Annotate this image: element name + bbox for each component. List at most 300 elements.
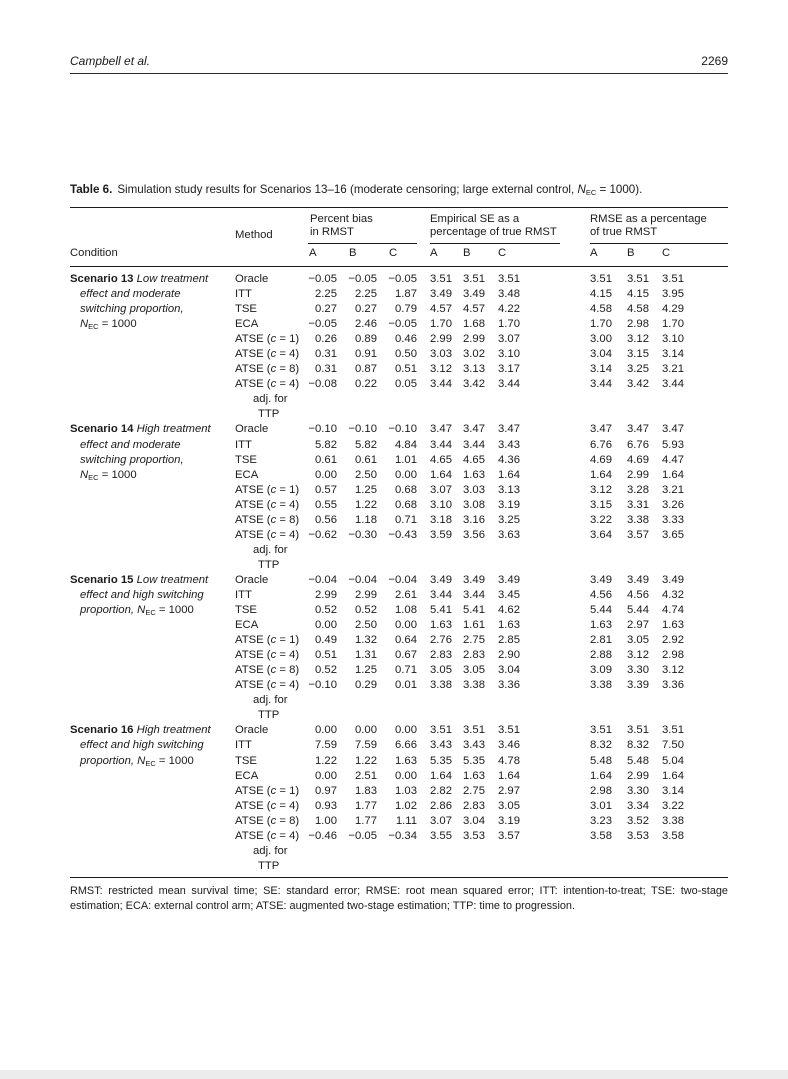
pb-value: −0.05 [348,273,377,285]
text-segment: proportion, [80,754,138,767]
se-value: 3.57 [498,829,520,842]
pb-value: −0.10 [388,423,417,436]
se-value: 1.70 [430,318,452,331]
text-segment: = 1000 [98,318,137,331]
rmse-value: 3.57 [627,528,649,541]
se-value: 3.10 [498,348,520,361]
method-cell [235,513,300,528]
se-value: 3.56 [463,528,485,541]
pb-value: 1.77 [355,814,377,827]
condition-line [80,738,235,753]
rmse-value: 4.29 [662,303,684,316]
method-cell [235,603,297,618]
pb-value: 2.99 [315,588,337,601]
text-segment: c [270,634,277,647]
se-value: 3.47 [463,423,485,436]
pb-value: 0.00 [315,468,337,481]
group-title-line: percentage of true RMST [430,226,557,239]
table-title-text: Simulation study results for Scenarios 13–16 (moderate censoring; large external control, [117,183,578,196]
condition-line [70,573,235,588]
method-cell [235,588,297,603]
pb-value: 2.99 [355,588,377,601]
se-value: 3.08 [463,498,485,511]
group-title-line: Empirical SE as a [430,213,520,225]
pb-value: 0.79 [395,303,417,316]
se-value: 3.04 [463,814,485,827]
rmse-value: 5.44 [627,604,649,617]
rmse-value: 3.33 [662,513,684,526]
method-continuation-line: TTP [258,859,280,872]
pb-value: 0.00 [395,724,417,737]
rmse-value: 3.12 [662,664,684,677]
rmse-value: 4.74 [662,604,684,617]
rmse-value: 3.36 [662,679,684,692]
se-value: 3.44 [430,438,452,451]
pb-value: 0.68 [395,498,417,511]
text-segment: = 1) [276,634,300,647]
pb-value: −0.04 [308,573,337,586]
se-value: 3.44 [463,588,485,601]
table-title-tail: = 1000). [596,183,643,196]
pb-value: −0.05 [388,273,417,285]
method-cell [235,663,300,678]
text-segment: ATSE ( [235,814,271,827]
rmse-value: 4.15 [627,288,649,301]
se-value: 2.83 [463,799,485,812]
pb-value: 0.64 [395,634,417,647]
method-continuation-line: adj. for [253,393,288,406]
text-segment: c [270,799,277,812]
text-segment: = 4) [276,829,300,842]
condition-cell [70,422,235,572]
pb-value: 0.50 [395,348,417,361]
se-value: 3.13 [498,483,520,496]
se-value: 4.65 [430,453,452,466]
pb-value: 1.01 [395,453,417,466]
se-value: 5.35 [430,754,452,767]
se-value: 3.18 [430,513,452,526]
rmse-value: 3.51 [627,273,649,285]
table-title [70,183,728,197]
condition-line [80,302,235,317]
col-header-a: A [430,246,438,259]
se-value: 1.61 [463,619,485,632]
rmse-value: 5.44 [590,604,612,617]
se-value: 2.99 [463,333,485,346]
group-title-line: Percent bias [310,213,373,225]
rmse-value: 3.34 [627,799,649,812]
col-header-c: C [498,246,507,259]
pb-value: 0.27 [315,303,337,316]
method-cell [235,738,297,753]
method-cell [235,618,297,633]
pb-value: 0.61 [315,453,337,466]
column-group-rmse [590,208,728,244]
pb-value: 5.82 [355,438,377,451]
rmse-value: 3.53 [627,829,649,842]
rmse-value: 3.47 [662,423,684,436]
pb-value: 0.71 [395,513,417,526]
pb-value: −0.05 [348,829,377,842]
method-cell [235,723,297,738]
pb-value: 2.51 [355,769,377,782]
se-value: 1.64 [430,468,452,481]
se-value: 3.25 [498,513,520,526]
pb-value: 2.46 [355,318,377,331]
se-value: 3.63 [498,528,520,541]
rmse-value: 1.64 [662,468,684,481]
text-segment: Oracle [235,573,269,586]
rmse-value: 3.58 [662,829,684,842]
pb-value: 0.51 [395,363,417,376]
text-segment: ATSE ( [235,528,271,541]
pb-value: −0.05 [308,273,337,285]
pb-value: 0.67 [395,649,417,662]
pb-value: 0.91 [355,348,377,361]
se-value: 5.41 [430,604,452,617]
rmse-value: 1.63 [662,619,684,632]
subscript-text: EC [145,758,156,768]
rmse-value: 3.38 [662,814,684,827]
se-value: 3.36 [498,679,520,692]
se-value: 1.64 [498,769,520,782]
pb-value: 0.31 [315,348,337,361]
se-value: 3.10 [430,498,452,511]
method-cell [235,483,300,498]
se-value: 3.51 [463,724,485,737]
se-value: 3.47 [498,423,520,436]
text-segment: effect and moderate [80,288,181,301]
rmse-value: 3.49 [662,573,684,586]
rmse-value: 3.14 [662,784,684,797]
rmse-value: 3.51 [662,273,684,285]
pb-value: 2.50 [355,468,377,481]
pb-value: −0.10 [308,423,337,436]
rmse-value: 3.15 [590,498,612,511]
se-value: 2.76 [430,634,452,647]
rmse-value: 3.49 [590,573,612,586]
rmse-value: 2.88 [590,649,612,662]
rmse-value: 4.56 [627,588,649,601]
condition-column-header: Condition [70,246,118,259]
text-segment: c [270,784,277,797]
pb-value: 0.26 [315,333,337,346]
rmse-value: 3.21 [662,483,684,496]
rmse-value: 4.58 [627,303,649,316]
se-value: 3.51 [498,273,520,285]
pb-value: 0.00 [315,619,337,632]
pb-value: 0.97 [315,784,337,797]
se-value: 3.05 [430,664,452,677]
method-cell [235,302,297,317]
text-segment: ATSE ( [235,378,271,391]
se-value: 1.68 [463,318,485,331]
rmse-value: 3.44 [662,378,684,391]
se-value: 3.49 [430,573,452,586]
method-cell [235,453,297,468]
text-segment: = 1000 [155,604,194,617]
rmse-value: 5.93 [662,438,684,451]
rmse-value: 3.51 [590,273,612,285]
se-value: 3.03 [463,483,485,496]
table-title-nec-subscript: EC [585,188,597,197]
pb-value: −0.10 [308,679,337,692]
se-value: 3.44 [463,438,485,451]
pb-value: 0.49 [315,634,337,647]
se-value: 3.49 [463,573,485,586]
group-underline [430,243,560,244]
method-cell [235,769,297,784]
text-segment: ITT [235,288,252,301]
table-footnote: RMST: restricted mean survival time; SE: standard error; RMSE: root mean squared error; ITT: intention-to-treat; TSE: two-stage estimation; ECA: external control arm; ATSE: augmented two-stage estimation; TTP: time to progression. [70,885,728,912]
pb-value: 1.02 [395,799,417,812]
method-cell [235,528,300,543]
rmse-value: 5.48 [627,754,649,767]
condition-cell [70,573,235,723]
text-segment: ATSE ( [235,784,271,797]
method-cell [235,784,300,799]
method-cell [235,754,297,769]
se-value: 1.63 [463,769,485,782]
text-segment: = 1) [276,333,300,346]
text-segment: c [270,649,277,662]
pb-value: 5.82 [315,438,337,451]
method-cell [235,498,300,513]
condition-line [80,468,235,483]
method-cell [235,347,300,362]
se-value: 3.51 [463,273,485,285]
se-value: 4.57 [430,303,452,316]
text-segment: c [270,363,277,376]
pb-value: −0.46 [308,829,337,842]
se-value: 2.83 [463,649,485,662]
pb-value: 2.61 [395,588,417,601]
method-cell [235,287,297,302]
col-header-a: A [590,246,598,259]
text-segment: = 1000 [98,468,137,481]
running-head [70,54,728,74]
text-segment: c [270,513,277,526]
se-value: 3.59 [430,528,452,541]
rmse-value: 4.58 [590,303,612,316]
se-value: 3.51 [430,724,452,737]
pb-value: 0.56 [315,513,337,526]
pb-value: −0.08 [308,378,337,391]
rmse-value: 3.12 [627,333,649,346]
se-value: 5.35 [463,754,485,767]
pb-value: 1.77 [355,799,377,812]
rmse-value: 3.10 [662,333,684,346]
se-value: 2.83 [430,649,452,662]
se-value: 3.42 [463,378,485,391]
pb-value: 1.00 [315,814,337,827]
pb-value: 1.03 [395,784,417,797]
rmse-value: 4.15 [590,288,612,301]
rmse-value: 6.76 [627,438,649,451]
pb-value: 1.31 [355,649,377,662]
text-segment: ECA [235,619,259,632]
text-segment: Low treatment [133,573,209,586]
rmse-value: 3.15 [627,348,649,361]
text-segment: Scenario 16 [70,724,134,737]
text-segment: effect and high switching [80,588,204,601]
se-value: 3.44 [430,378,452,391]
rmse-value: 3.30 [627,784,649,797]
pb-value: 1.18 [355,513,377,526]
rmse-value: 3.51 [662,724,684,737]
rmse-value: 6.76 [590,438,612,451]
rmse-value: 3.51 [590,724,612,737]
rmse-value: 3.28 [627,483,649,496]
pb-value: 0.71 [395,664,417,677]
se-value: 5.41 [463,604,485,617]
se-value: 4.65 [463,453,485,466]
group-title-line: of true RMST [590,226,658,239]
se-value: 2.75 [463,634,485,647]
pb-value: 0.61 [355,453,377,466]
text-segment: ATSE ( [235,363,271,376]
text-segment: N [137,604,146,617]
text-segment: = 4) [276,348,300,361]
rmse-value: 3.58 [590,829,612,842]
pb-value: 1.22 [315,754,337,767]
pb-value: 6.66 [395,739,417,752]
rmse-value: 3.25 [627,363,649,376]
pb-value: 2.25 [355,288,377,301]
rmse-value: 4.69 [590,453,612,466]
se-value: 3.44 [498,378,520,391]
rmse-value: 3.30 [627,664,649,677]
page-bottom-strip [0,1070,788,1079]
text-segment: TSE [235,303,257,316]
condition-line [80,317,235,332]
rmse-value: 3.01 [590,799,612,812]
se-value: 3.53 [463,829,485,842]
rmse-value: 4.47 [662,453,684,466]
rmse-value: 3.64 [590,528,612,541]
column-group-empirical-se [417,208,590,244]
text-segment: ATSE ( [235,829,271,842]
text-segment: N [80,468,89,481]
pb-value: 7.59 [355,739,377,752]
condition-cell [70,272,235,422]
text-segment: ITT [235,438,252,451]
pb-value: 0.89 [355,333,377,346]
pb-value: 1.25 [355,664,377,677]
se-value: 3.43 [430,739,452,752]
se-value: 1.70 [498,318,520,331]
pb-value: 4.84 [395,438,417,451]
text-segment: ATSE ( [235,649,271,662]
method-cell [235,678,300,693]
table-title-label: Table 6. [70,183,113,196]
text-segment: c [270,528,277,541]
method-cell [235,362,300,377]
pb-value: 0.31 [315,363,337,376]
group-underline [308,243,417,244]
text-segment: Scenario 13 [70,273,134,285]
method-cell [235,814,300,829]
pb-value: 0.87 [355,363,377,376]
text-segment: c [270,483,277,496]
se-value: 3.07 [498,333,520,346]
text-segment: = 8) [276,814,300,827]
se-value: 3.13 [463,363,485,376]
condition-line [80,588,235,603]
rmse-value: 2.98 [590,784,612,797]
se-value: 3.07 [430,814,452,827]
rmse-value: 3.21 [662,363,684,376]
method-continuation-line: adj. for [253,694,288,707]
method-cell [235,648,300,663]
condition-line [80,453,235,468]
se-value: 4.36 [498,453,520,466]
pb-value: 1.63 [395,754,417,767]
rmse-value: 4.56 [590,588,612,601]
se-value: 3.49 [498,573,520,586]
pb-value: 1.08 [395,604,417,617]
rmse-value: 5.48 [590,754,612,767]
rmse-value: 1.64 [662,769,684,782]
text-segment: ATSE ( [235,634,271,647]
text-segment: effect and moderate [80,438,181,451]
se-value: 3.16 [463,513,485,526]
subscript-text: EC [145,608,156,618]
text-segment: c [270,333,277,346]
method-cell [235,829,300,844]
rmse-value: 3.14 [590,363,612,376]
se-value: 3.19 [498,814,520,827]
pb-value: 2.25 [315,288,337,301]
se-value: 2.90 [498,649,520,662]
text-segment: = 4) [276,528,300,541]
pb-value: −0.34 [388,829,417,842]
rmse-value: 1.64 [590,468,612,481]
rmse-value: 2.99 [627,769,649,782]
table-header [70,207,728,267]
text-segment: ATSE ( [235,799,271,812]
rmse-value: 2.97 [627,619,649,632]
text-segment: effect and high switching [80,739,204,752]
text-segment: High treatment [133,423,211,436]
text-segment: c [270,829,277,842]
se-value: 2.82 [430,784,452,797]
pb-value: −0.62 [308,528,337,541]
pb-value: 0.51 [315,649,337,662]
pb-value: 0.00 [355,724,377,737]
pb-value: 0.22 [355,378,377,391]
se-value: 3.12 [430,363,452,376]
se-value: 2.99 [430,333,452,346]
text-segment: Low treatment [133,273,209,285]
rmse-value: 4.32 [662,588,684,601]
method-cell [235,633,300,648]
text-segment: = 1) [276,784,300,797]
se-value: 2.75 [463,784,485,797]
text-segment: ATSE ( [235,483,271,496]
se-value: 3.51 [498,724,520,737]
method-cell [235,272,297,287]
rmse-value: 3.95 [662,288,684,301]
pb-value: 0.29 [355,679,377,692]
se-value: 1.63 [430,619,452,632]
se-value: 1.63 [463,468,485,481]
text-segment: ATSE ( [235,333,271,346]
text-segment: Scenario 14 [70,423,134,436]
se-value: 3.48 [498,288,520,301]
rmse-value: 2.98 [627,318,649,331]
text-segment: Oracle [235,423,269,436]
